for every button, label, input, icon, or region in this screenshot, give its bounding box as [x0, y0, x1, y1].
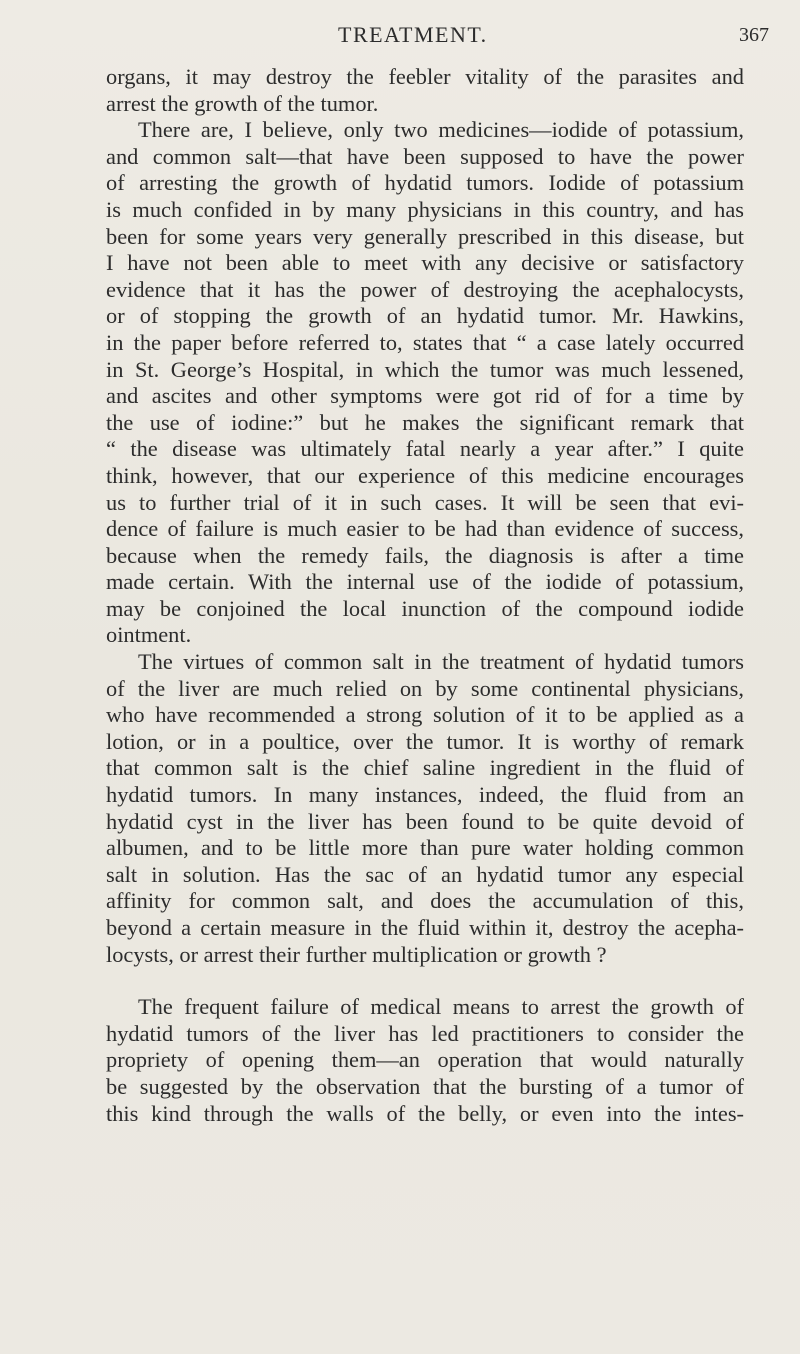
text-line: us to further trial of it in such cases. It will be seen that evi-: [106, 489, 744, 515]
text-line: and common salt—that have been supposed to have the power: [106, 143, 744, 169]
text-line: propriety of opening them—an operation that would naturally: [106, 1047, 744, 1073]
text-line: may be conjoined the local inunction of the compound iodide: [106, 595, 744, 621]
page-header-title: TREATMENT.: [338, 22, 488, 47]
text-line: ointment.: [106, 622, 192, 648]
page-number: 367: [739, 24, 769, 46]
text-line: hydatid cyst in the liver has been found to be quite devoid of: [106, 808, 744, 834]
text-line: the use of iodine:” but he makes the significant remark that: [106, 409, 744, 435]
text-line: this kind through the walls of the belly, or even into the intes-: [106, 1100, 744, 1126]
text-line: be suggested by the observation that the bursting of a tumor of: [106, 1073, 744, 1099]
text-line: and ascites and other symptoms were got rid of for a time by: [106, 383, 744, 409]
paragraph-gap: [106, 968, 744, 994]
text-line: dence of failure is much easier to be had than evidence of success,: [106, 516, 744, 542]
text-line: because when the remedy fails, the diagnosis is after a time: [106, 542, 744, 568]
text-line: There are, I believe, only two medicines—iodide of potassium,: [138, 117, 744, 143]
text-line: made certain. With the internal use of the iodide of potassium,: [106, 569, 744, 595]
text-line: beyond a certain measure in the fluid within it, destroy the acepha-: [106, 915, 744, 940]
text-line: locysts, or arrest their further multiplication or growth ?: [106, 941, 607, 967]
text-line: is much confided in by many physicians in this country, and has: [106, 196, 744, 222]
text-line: in St. George’s Hospital, in which the tumor was much lessened,: [106, 356, 744, 382]
text-line: hydatid tumors of the liver has led practitioners to consider the: [106, 1020, 744, 1046]
text-line: evidence that it has the power of destroying the acephalocysts,: [106, 276, 744, 302]
text-line: in the paper before referred to, states that “ a case lately occurred: [106, 329, 744, 355]
text-line: The frequent failure of medical means to arrest the growth of: [138, 994, 744, 1020]
running-head: [0, 20, 800, 54]
text-line: or of stopping the growth of an hydatid tumor. Mr. Hawkins,: [106, 303, 744, 329]
text-line: who have recommended a strong solution of it to be applied as a: [106, 702, 744, 728]
text-line: of the liver are much relied on by some continental physicians,: [106, 675, 744, 701]
text-line: of arresting the growth of hydatid tumors. Iodide of potassium: [106, 170, 744, 196]
text-line: albumen, and to be little more than pure water holding common: [106, 835, 744, 861]
text-line: affinity for common salt, and does the accumulation of this,: [106, 888, 744, 914]
text-line: lotion, or in a poultice, over the tumor. It is worthy of remark: [106, 728, 744, 754]
text-line: think, however, that our experience of this medicine encourages: [106, 462, 744, 488]
body-text: [106, 64, 744, 1127]
text-line: that common salt is the chief saline ingredient in the fluid of: [106, 755, 744, 781]
text-line: arrest the growth of the tumor.: [106, 90, 379, 116]
text-line: been for some years very generally prescribed in this disease, but: [106, 223, 744, 249]
text-line: hydatid tumors. In many instances, indeed, the fluid from an: [106, 782, 744, 808]
text-line: organs, it may destroy the feebler vitality of the parasites and: [106, 64, 744, 89]
text-line: The virtues of common salt in the treatment of hydatid tumors: [138, 649, 744, 675]
text-line: “ the disease was ultimately fatal nearly a year after.” I quite: [106, 436, 744, 462]
text-line: I have not been able to meet with any decisive or satisfactory: [106, 250, 744, 276]
text-line: salt in solution. Has the sac of an hydatid tumor any especial: [106, 861, 744, 887]
